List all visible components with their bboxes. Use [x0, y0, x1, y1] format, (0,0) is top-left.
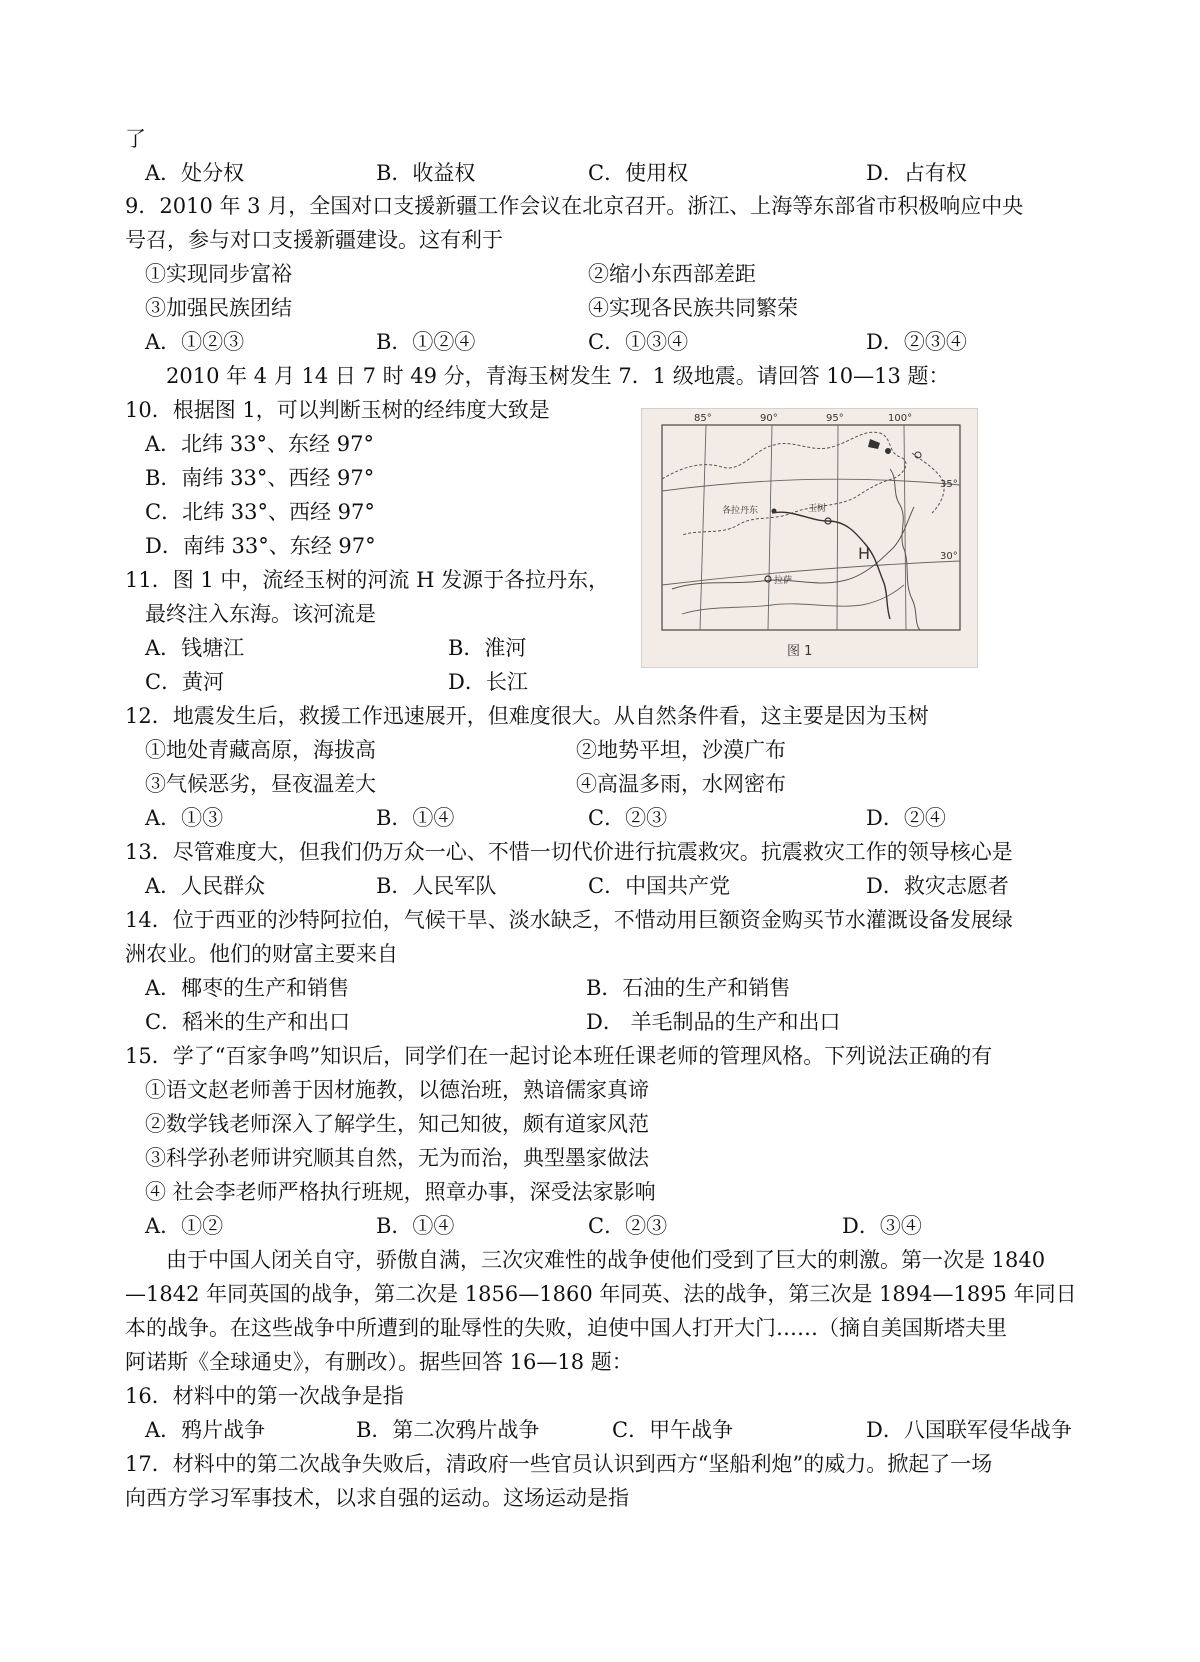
q11-option-c: C．黄河	[145, 670, 225, 694]
q14-stem: 14．位于西亚的沙特阿拉伯，气候干旱、淡水缺乏，不惜动用巨额资金购买节水灌溉设备发展绿	[125, 908, 1013, 932]
material-line-4: 阿诺斯《全球通史》，有删改）。据些回答 16—18 题：	[125, 1350, 633, 1374]
q16-option-d: D．八国联军侵华战争	[866, 1418, 1072, 1442]
map-place-label-yushu: 玉树	[808, 504, 827, 514]
q15-option-a: A．①②	[145, 1214, 224, 1238]
q9-item-2: ②缩小东西部差距	[588, 262, 756, 286]
q10-option-c: C．北纬 33°、西经 97°	[145, 500, 375, 524]
q11-stem-cont: 最终注入东海。该河流是	[145, 602, 376, 626]
q15-option-d: D．③④	[842, 1214, 922, 1238]
q8-option-b: B．收益权	[376, 161, 476, 185]
q12-option-b: B．①④	[376, 806, 455, 830]
q13-option-c: C．中国共产党	[588, 874, 731, 898]
map-lon-label-90: 90°	[760, 413, 778, 424]
map-place-label-geladandong: 各拉丹东	[722, 506, 759, 516]
material-line-2: —1842 年同英国的战争，第二次是 1856—1860 年同英、法的战争，第三次是 1894—1895 年同日	[125, 1282, 1077, 1306]
q11-option-d: D．长江	[448, 670, 528, 694]
q14-option-c: C．稻米的生产和出口	[145, 1010, 351, 1034]
q11-option-a: A．钱塘江	[145, 636, 245, 660]
q11-option-b: B．淮河	[448, 636, 527, 660]
q16-option-c: C．甲午战争	[612, 1418, 734, 1442]
q9-option-d: D．②③④	[866, 330, 967, 354]
q9-stem-cont: 号召，参与对口支援新疆建设。这有利于	[125, 228, 503, 252]
q10-option-d: D．南纬 33°、东经 97°	[145, 534, 376, 558]
figure-1-map	[641, 408, 978, 668]
q15-stem: 15．学了“百家争鸣”知识后，同学们在一起讨论本班任课老师的管理风格。下列说法正确的有	[125, 1044, 993, 1068]
q9-stem: 9．2010 年 3 月，全国对口支援新疆工作会议在北京召开。浙江、上海等东部省市积极响应中央	[125, 194, 1024, 218]
q9-item-3: ③加强民族团结	[145, 296, 292, 320]
q15-option-b: B．①④	[376, 1214, 455, 1238]
q15-option-c: C．②③	[588, 1214, 668, 1238]
q14-option-a: A．椰枣的生产和销售	[145, 976, 350, 1000]
q12-item-3: ③气候恶劣，昼夜温差大	[145, 772, 376, 796]
q17-stem-cont: 向西方学习军事技术，以求自强的运动。这场运动是指	[125, 1486, 629, 1510]
q15-item-3: ③科学孙老师讲究顺其自然，无为而治，典型墨家做法	[145, 1146, 649, 1170]
q10-option-b: B．南纬 33°、西经 97°	[145, 466, 375, 490]
intro-10-13: 2010 年 4 月 14 日 7 时 49 分，青海玉树发生 7．1 级地震。请回答 10—13 题：	[166, 364, 950, 388]
map-lon-label-100: 100°	[888, 413, 913, 424]
q12-option-d: D．②④	[866, 806, 946, 830]
q16-option-b: B．第二次鸦片战争	[356, 1418, 540, 1442]
q10-option-a: A．北纬 33°、东经 97°	[145, 432, 374, 456]
q12-item-2: ②地势平坦，沙漠广布	[576, 738, 786, 762]
map-lon-label-85: 85°	[694, 413, 712, 424]
q8-option-c: C．使用权	[588, 161, 689, 185]
q13-option-a: A．人民群众	[145, 874, 266, 898]
map-place-label-lasa: 拉萨	[774, 576, 793, 586]
q12-stem: 12．地震发生后，救援工作迅速展开，但难度很大。从自然条件看，这主要是因为玉树	[125, 704, 929, 728]
q13-stem: 13．尽管难度大，但我们仍万众一心、不惜一切代价进行抗震救灾。抗震救灾工作的领导核心是	[125, 840, 1013, 864]
q9-item-1: ①实现同步富裕	[145, 262, 292, 286]
q9-item-4: ④实现各民族共同繁荣	[588, 296, 798, 320]
material-line-3: 本的战争。在这些战争中所遭到的耻辱性的失败，迫使中国人打开大门……（摘自美国斯塔夫里	[125, 1316, 1007, 1340]
q14-option-d: D． 羊毛制品的生产和出口	[586, 1010, 841, 1034]
q14-option-b: B．石油的生产和销售	[586, 976, 791, 1000]
q9-option-a: A．①②③	[145, 330, 245, 354]
q8-option-d: D．占有权	[866, 161, 967, 185]
q12-item-4: ④高温多雨，水网密布	[576, 772, 786, 796]
q17-stem: 17．材料中的第二次战争失败后，清政府一些官员认识到西方“坚船利炮”的威力。掀起了一场	[125, 1452, 993, 1476]
map-river-label-h: H	[858, 544, 871, 563]
q16-option-a: A．鸦片战争	[145, 1418, 266, 1442]
q14-stem-cont: 洲农业。他们的财富主要来自	[125, 942, 398, 966]
q8-option-a: A．处分权	[145, 161, 245, 185]
map-lon-label-95: 95°	[826, 413, 844, 424]
q16-stem: 16．材料中的第一次战争是指	[125, 1384, 404, 1408]
q10-stem: 10．根据图 1，可以判断玉树的经纬度大致是	[125, 398, 550, 422]
q11-stem: 11．图 1 中，流经玉树的河流 H 发源于各拉丹东，	[125, 568, 610, 592]
q12-option-c: C．②③	[588, 806, 668, 830]
q15-item-1: ①语文赵老师善于因材施教，以德治班，熟谙儒家真谛	[145, 1078, 649, 1102]
q13-option-b: B．人民军队	[376, 874, 497, 898]
q9-option-c: C．①③④	[588, 330, 689, 354]
map-lat-label-35: 35°	[940, 479, 958, 490]
q13-option-d: D．救灾志愿者	[866, 874, 1009, 898]
q15-item-2: ②数学钱老师深入了解学生，知己知彼，颇有道家风范	[145, 1112, 649, 1136]
q9-option-b: B．①②④	[376, 330, 476, 354]
map-lat-label-30: 30°	[940, 551, 958, 562]
q15-item-4: ④ 社会李老师严格执行班规，照章办事，深受法家影响	[145, 1180, 656, 1204]
q12-option-a: A．①③	[145, 806, 224, 830]
q8-stem-tail: 了	[125, 127, 146, 151]
q12-item-1: ①地处青藏高原，海拔高	[145, 738, 376, 762]
map-caption: 图 1	[787, 644, 813, 659]
material-line-1: 由于中国人闭关自守，骄傲自满，三次灾难性的战争使他们受到了巨大的刺激。第一次是 1840	[166, 1248, 1046, 1272]
